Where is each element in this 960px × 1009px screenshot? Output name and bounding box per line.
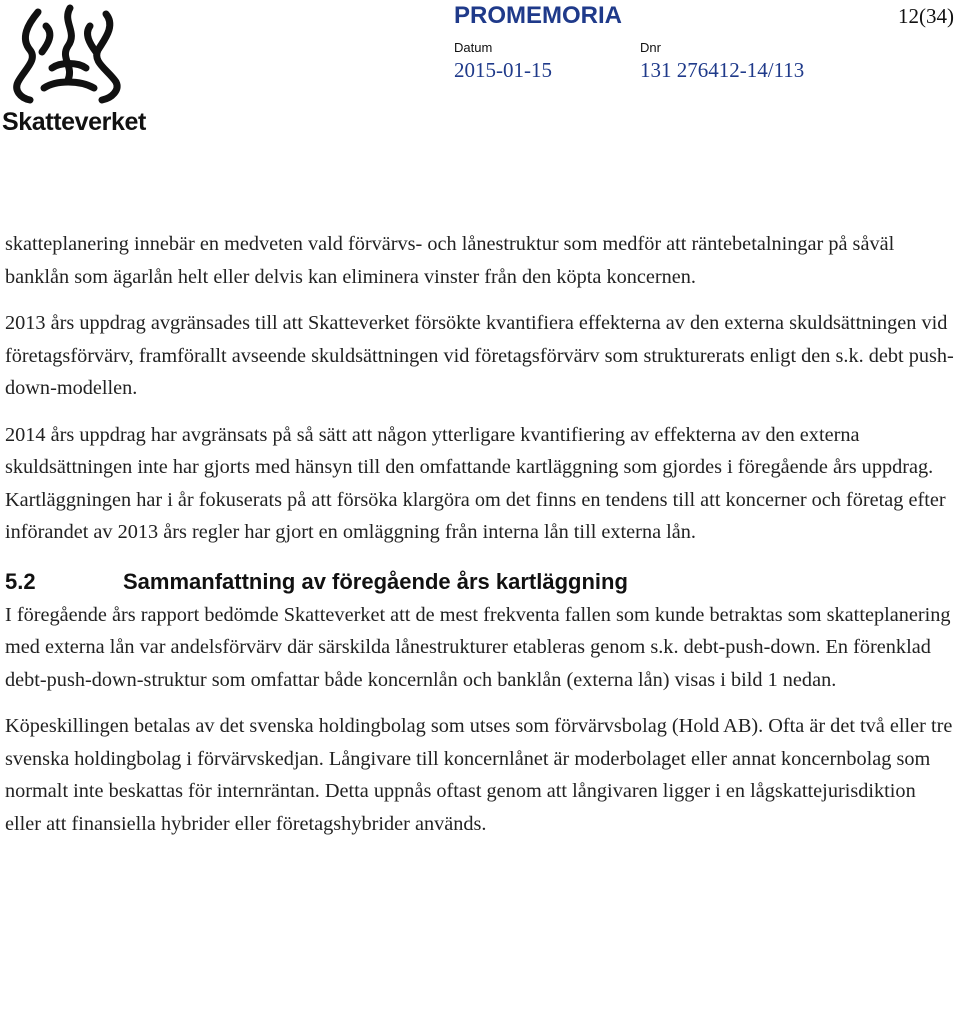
section-title: Sammanfattning av föregående års kartläggning — [123, 568, 628, 594]
datum-value: 2015-01-15 — [454, 58, 552, 82]
crown-icon — [8, 4, 128, 109]
dnr-value: 131 276412-14/113 — [640, 58, 805, 82]
paragraph-4: I föregående års rapport bedömde Skatteverket att de mest frekventa fallen som kunde betraktas som skatteplanering med externa lån var andelsförvärv där särskilda lånestrukturer etableras genom s.k. debt-push-down. En förenklad debt-push-down-struktur som omfattar både koncernlån och banklån (externa lån) visas i bild 1 nedan. — [5, 603, 951, 691]
dnr-label: Dnr — [640, 40, 661, 55]
logo-text: Skatteverket — [2, 108, 146, 136]
section-number: 5.2 — [5, 568, 36, 594]
paragraph-1: skatteplanering innebär en medveten vald förvärvs- och lånestruktur som medför att räntebetalningar på såväl banklån som ägarlån helt eller delvis kan eliminera vinster från den köpta koncernen. — [5, 233, 895, 288]
paragraph-3: 2014 års uppdrag har avgränsats på så sätt att någon ytterligare kvantifiering av effekterna av den externa skuldsättningen inte har gjorts med hänsyn till den omfattande kartläggning som gjordes i föregående års uppdrag. Kartläggningen har i år fokuserats på att försöka klargöra om det finns en tendens till att koncerner och företag efter införandet av 2013 års regler har gjort en omläggning från interna lån till externa lån. — [5, 423, 946, 543]
document-body — [5, 228, 955, 840]
datum-label: Datum — [454, 40, 493, 55]
skatteverket-logo — [0, 0, 160, 145]
document-type-title: PROMEMORIA — [454, 2, 622, 29]
paragraph-5: Köpeskillingen betalas av det svenska holdingbolag som utses som förvärvsbolag (Hold AB). Ofta är det två eller tre svenska holdingbolag i förvärvskedjan. Långivare till koncernlånet är moderbolaget eller annat koncernbolag som normalt inte beskattas för internräntan. Detta uppnås oftast genom att långivaren ligger i en lågskattejurisdiktion eller att finansiella hybrider eller företagshybrider används. — [5, 715, 953, 835]
paragraph-2: 2013 års uppdrag avgränsades till att Skatteverket försökte kvantifiera effekterna av den externa skuldsättningen vid företagsförvärv, framförallt avseende skuldsättningen vid företagsförvärv som strukturerats enligt den s.k. debt push-down-modellen. — [5, 312, 954, 399]
page-number: 12(34) — [898, 4, 954, 28]
section-heading — [5, 567, 955, 597]
